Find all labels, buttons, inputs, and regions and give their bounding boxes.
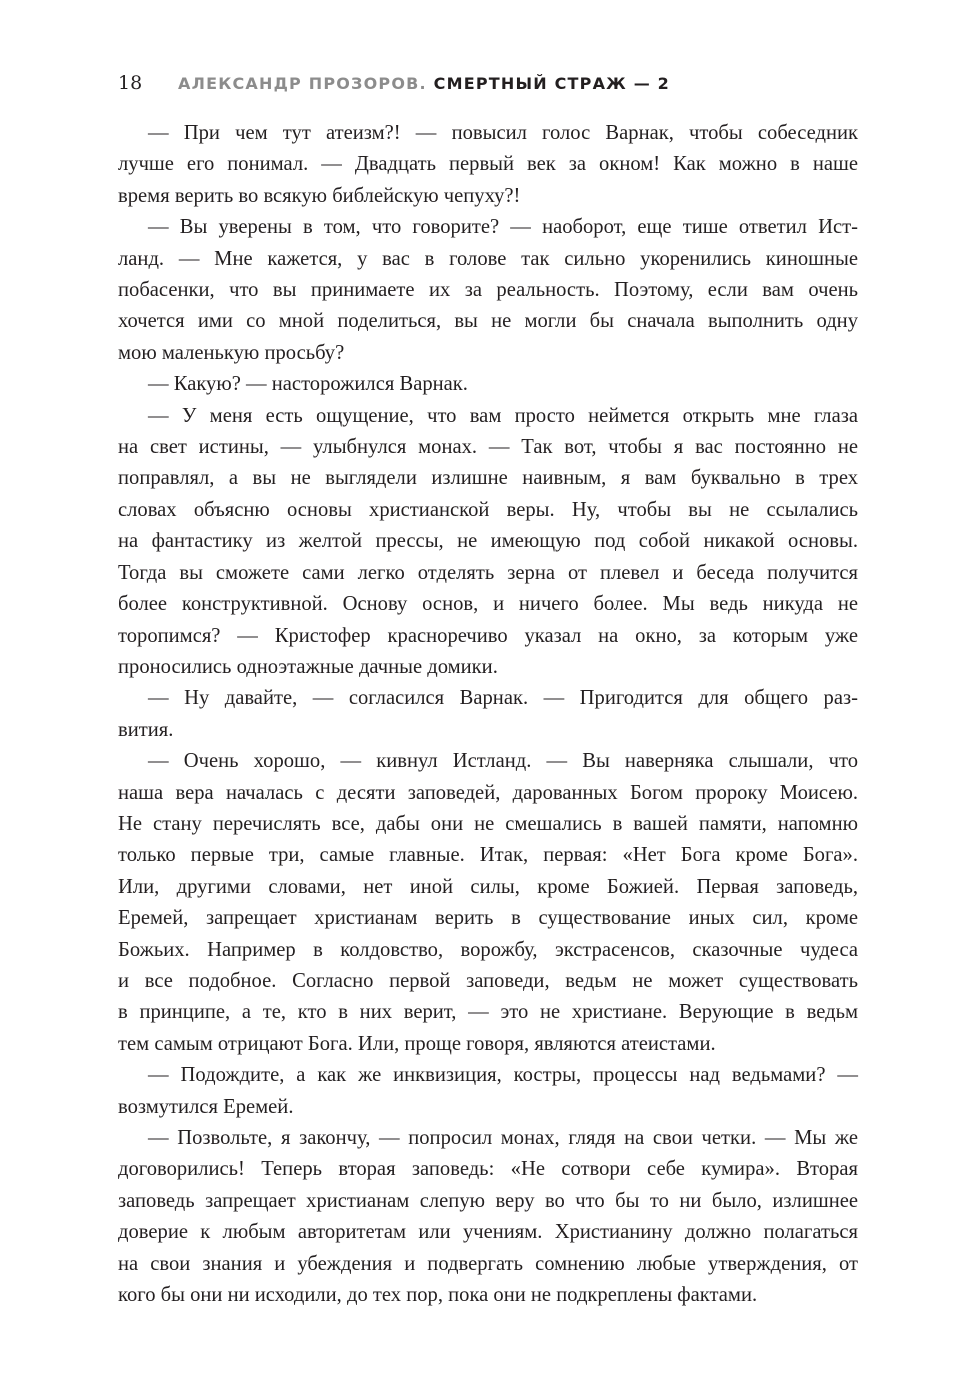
text-line: поправлял, а вы не выглядели излишне наивным, я вам буквально в трех bbox=[118, 467, 858, 490]
paragraph bbox=[118, 746, 858, 1060]
text-line: словах объясню основы христианской веры. Ну, чтобы вы не ссылались bbox=[118, 498, 858, 521]
text-line: возмутился Еремей. bbox=[118, 1095, 294, 1118]
author-name: АЛЕКСАНДР ПРОЗОРОВ. bbox=[178, 74, 427, 93]
text-line: проносились одноэтажные дачные домики. bbox=[118, 655, 498, 678]
text-line: время верить во всякую библейскую чепуху?! bbox=[118, 184, 521, 207]
text-line: — У меня есть ощущение, что вам просто неймется открыть мне глаза bbox=[148, 404, 858, 427]
paragraph bbox=[118, 401, 858, 684]
text-line: — Какую? — насторожился Варнак. bbox=[148, 373, 468, 396]
paragraph bbox=[118, 683, 858, 746]
text-line: ланд. — Мне кажется, у вас в голове так сильно укоренились киношные bbox=[118, 247, 858, 270]
text-line: Еремей, запрещает христианам верить в существование иных сил, кроме bbox=[118, 907, 858, 930]
text-line: Божьих. Например в колдовство, ворожбу, экстрасенсов, сказочные чудеса bbox=[118, 938, 858, 961]
text-line: — Позвольте, я закончу, — попросил монах, глядя на свои четки. — Мы же bbox=[148, 1127, 858, 1149]
text-line: на свои знания и убеждения и подвергать сомнению любые утверждения, от bbox=[118, 1252, 858, 1275]
text-line: доверие к любым авторитетам или учениям. Христианину должно полагаться bbox=[118, 1221, 858, 1244]
paragraph bbox=[118, 1123, 858, 1311]
text-line: на фантастику из желтой прессы, не имеющую под собой никакой основы. bbox=[118, 530, 858, 553]
text-line: хочется ими со мной поделиться, вы не могли бы сначала выполнить одну bbox=[118, 310, 858, 333]
text-line: торопимся? — Кристофер красноречиво указал на окно, за которым уже bbox=[118, 624, 858, 647]
text-line: более конструктивной. Основу основ, и ничего более. Мы ведь никуда не bbox=[118, 593, 858, 616]
text-line: тем самым отрицают Бога. Или, проще говоря, являются атеистами. bbox=[118, 1032, 716, 1055]
text-line: лучше его понимал. — Двадцать первый век за окном! Как можно в наше bbox=[118, 153, 858, 176]
paragraph bbox=[118, 369, 858, 400]
text-line: Не стану перечислять все, дабы они не смешались в вашей памяти, напомню bbox=[118, 812, 858, 835]
text-line: Или, другими словами, нет иной силы, кроме Божией. Первая заповедь, bbox=[118, 875, 858, 898]
text-line: побасенки, что вы принимаете их за реальность. Поэтому, если вам очень bbox=[118, 279, 858, 302]
book-title: СМЕРТНЫЙ СТРАЖ — 2 bbox=[433, 74, 671, 93]
page-number: 18 bbox=[118, 72, 143, 94]
text-line: в принципе, а те, кто в них верит, — это не христиане. Верующие в ведьм bbox=[118, 1001, 858, 1024]
text-line: — Подождите, а как же инквизиция, костры, процессы над ведьмами? — bbox=[148, 1064, 858, 1087]
paragraph bbox=[118, 1060, 858, 1123]
text-line: — Вы уверены в том, что говорите? — наоборот, еще тише ответил Ист- bbox=[148, 216, 858, 239]
text-line: и все подобное. Согласно первой заповеди, ведьм не может существовать bbox=[118, 969, 858, 992]
running-head bbox=[118, 68, 858, 98]
text-line: вития. bbox=[118, 718, 174, 741]
paragraph bbox=[118, 212, 858, 369]
text-line: заповедь запрещает христианам слепую веру во что бы то ни было, излишнее bbox=[118, 1189, 858, 1212]
text-line: — Очень хорошо, — кивнул Истланд. — Вы наверняка слышали, что bbox=[148, 750, 858, 773]
body-text bbox=[118, 118, 858, 1311]
text-line: только первые три, самые главные. Итак, первая: «Нет Бога кроме Бога». bbox=[118, 844, 858, 867]
text-line: — Ну давайте, — согласился Варнак. — Пригодится для общего раз- bbox=[148, 687, 858, 710]
text-line: договорились! Теперь вторая заповедь: «Не сотвори себе кумира». Вторая bbox=[118, 1158, 858, 1181]
text-line: Тогда вы сможете сами легко отделять зерна от плевел и беседа получится bbox=[118, 561, 858, 584]
text-line: наша вера началась с десяти заповедей, дарованных Богом пророку Моисею. bbox=[118, 781, 858, 804]
text-line: — При чем тут атеизм?! — повысил голос Варнак, чтобы собеседник bbox=[148, 122, 858, 144]
text-line: мою маленькую просьбу? bbox=[118, 341, 345, 364]
paragraph bbox=[118, 118, 858, 212]
text-line: на свет истины, — улыбнулся монах. — Так вот, чтобы я вас постоянно не bbox=[118, 436, 858, 459]
text-line: кого бы они ни исходили, до тех пор, пока они не подкреплены фактами. bbox=[118, 1284, 758, 1307]
